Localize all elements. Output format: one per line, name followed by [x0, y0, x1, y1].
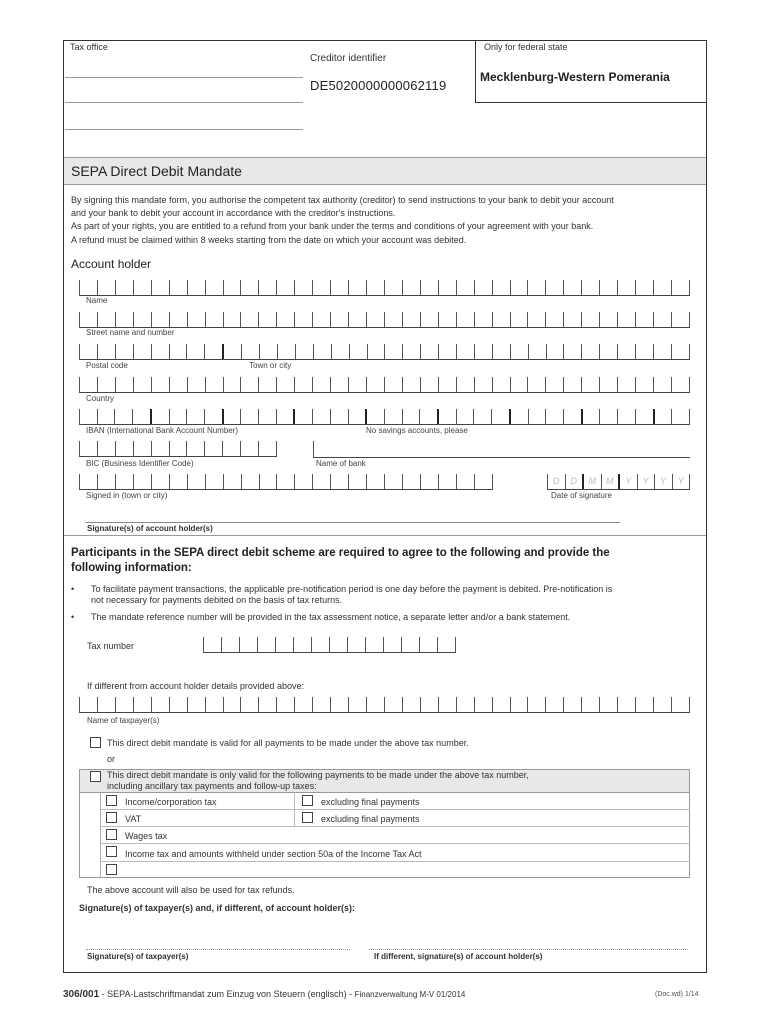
section-divider — [64, 535, 706, 536]
footer-dash-2: - — [346, 989, 355, 999]
footer-form-number: 306/001 — [63, 989, 100, 1000]
country-label: Country — [86, 394, 115, 403]
row-divider-3 — [100, 843, 690, 844]
intro-line-4: A refund must be claimed within 8 weeks starting from the date on which your account was debited. — [71, 234, 467, 245]
tax-office-label: Tax office — [70, 42, 108, 52]
tax-office-line-2 — [65, 102, 303, 103]
or-label: or — [107, 754, 116, 764]
intro-line-2: and your bank to debit your account in accordance with the creditor's instructions. — [71, 208, 396, 219]
date-digit-2: D — [570, 476, 577, 486]
row-divider-2 — [100, 826, 690, 827]
vat-excluding-checkbox[interactable] — [302, 812, 313, 823]
date-digit-4: M — [606, 476, 614, 486]
tax-number-field[interactable] — [203, 637, 456, 653]
option-only-checkbox[interactable] — [90, 771, 101, 782]
date-digit-6: Y — [642, 476, 649, 486]
date-field[interactable] — [547, 474, 690, 490]
bullet-2-text: • The mandate reference number will be provided in the tax assessment notice, a separate letter and/or a bank statement. — [91, 612, 571, 622]
bullet-1-line-2: not necessary for payments debited on the basis of tax returns. — [91, 595, 343, 605]
footer-dash-1: - — [99, 989, 108, 999]
bullet-1-line-1: • To facilitate payment transactions, the applicable pre-notification period is one day before the payment is debited. Pre-notification is — [91, 584, 613, 594]
withheld-tax-label: Income tax and amounts withheld under section 50a of the Income Tax Act — [125, 849, 422, 859]
federal-state-value: Mecklenburg-Western Pomerania — [480, 70, 670, 84]
federal-state-label: Only for federal state — [484, 42, 568, 52]
date-digit-7: Y — [660, 476, 667, 486]
footer-doc-ref: (Doc.wd) 1/14 — [655, 991, 699, 998]
postal-town-field[interactable] — [79, 344, 690, 360]
vat-excluding-label: excluding final payments — [321, 814, 420, 824]
country-field[interactable] — [79, 377, 690, 393]
date-digit-5: Y — [625, 476, 632, 486]
wages-tax-checkbox[interactable] — [106, 829, 117, 840]
footer-authority: Finanzverwaltung M-V 01/2014 — [354, 990, 466, 999]
footer-line — [63, 989, 465, 1000]
date-digit-1: D — [553, 476, 560, 486]
option-all-label: This direct debit mandate is valid for all payments to be made under the above tax number. — [107, 738, 469, 748]
name-field[interactable] — [79, 280, 690, 296]
footer-form-title: SEPA-Lastschriftmandat zum Einzug von Steuern (englisch) — [107, 989, 347, 999]
bic-field[interactable] — [79, 441, 277, 457]
income-tax-checkbox[interactable] — [106, 795, 117, 806]
taxpayer-signature-label: Signature(s) of taxpayer(s) — [87, 952, 189, 961]
holder-signature-line[interactable] — [369, 949, 688, 950]
participants-heading-line-1: Participants in the SEPA direct debit scheme are required to agree to the following and provide the — [71, 547, 610, 559]
date-digit-3: M — [588, 476, 596, 486]
column-divider — [294, 792, 295, 826]
tax-office-line-3 — [65, 129, 303, 130]
row-divider-1 — [100, 809, 690, 810]
wages-tax-label: Wages tax — [125, 831, 168, 841]
street-field[interactable] — [79, 312, 690, 328]
postal-code-label: Postal code — [86, 361, 128, 370]
bank-name-field[interactable] — [313, 441, 690, 458]
option-only-label — [107, 770, 529, 792]
bank-name-label: Name of bank — [316, 459, 366, 468]
other-tax-checkbox[interactable] — [106, 864, 117, 875]
participants-heading-line-2: following information: — [71, 562, 192, 574]
town-label: Town or city — [249, 361, 292, 370]
mandate-title: SEPA Direct Debit Mandate — [71, 163, 242, 179]
bullet-prenotification — [71, 584, 701, 606]
vat-checkbox[interactable] — [106, 812, 117, 823]
intro-line-1: By signing this mandate form, you authorise the competent tax authority (creditor) to send instructions to your bank to debit your account — [71, 195, 614, 205]
tax-office-line-1 — [65, 77, 303, 78]
vat-label: VAT — [125, 814, 142, 824]
participants-bullets — [71, 584, 701, 629]
income-tax-excluding-label: excluding final payments — [321, 797, 420, 807]
bullet-reference-number — [71, 612, 701, 623]
iban-field[interactable] — [79, 409, 690, 425]
withheld-tax-checkbox[interactable] — [106, 846, 117, 857]
income-tax-excluding-checkbox[interactable] — [302, 795, 313, 806]
no-savings-label: No savings accounts, please — [366, 426, 468, 435]
holder-signature-label: If different, signature(s) of account holder(s) — [374, 952, 543, 961]
if-different-label: If different from account holder details provided above: — [87, 681, 304, 691]
street-label: Street name and number — [86, 328, 175, 337]
tax-number-label: Tax number — [87, 641, 135, 651]
option-only-line-2: including ancillary tax payments and follow-up taxes: — [107, 781, 317, 791]
income-tax-label: Income/corporation tax — [125, 797, 217, 807]
name-label: Name — [86, 296, 108, 305]
option-only-line-1: This direct debit mandate is only valid for the following payments to be made under the above tax number, — [107, 770, 529, 780]
taxpayer-signature-line[interactable] — [86, 949, 350, 950]
creditor-identifier-value: DE5020000000062119 — [310, 78, 447, 93]
date-digit-8: Y — [677, 476, 684, 486]
option-all-checkbox[interactable] — [90, 737, 101, 748]
signatures-heading: Signature(s) of taxpayer(s) and, if different, of account holder(s): — [79, 903, 356, 913]
taxpayer-name-label: Name of taxpayer(s) — [87, 716, 160, 725]
refunds-note: The above account will also be used for tax refunds. — [87, 885, 295, 895]
bic-label: BIC (Business Identifier Code) — [86, 459, 194, 468]
date-label: Date of signature — [551, 491, 612, 500]
account-holder-signature-line[interactable] — [86, 522, 620, 523]
taxpayer-name-field[interactable] — [79, 697, 690, 713]
account-holder-signature-label: Signature(s) of account holder(s) — [87, 524, 213, 533]
participants-heading — [71, 546, 610, 576]
account-holder-heading: Account holder — [71, 257, 152, 271]
signed-in-label: Signed in (town or city) — [86, 491, 168, 500]
intro-text — [71, 194, 614, 247]
creditor-identifier-label: Creditor identifier — [310, 53, 387, 64]
iban-label: IBAN (International Bank Account Number) — [86, 426, 239, 435]
signed-in-field[interactable] — [79, 474, 493, 490]
intro-line-3: As part of your rights, you are entitled to a refund from your bank under the terms and conditions of your agreement with your bank. — [71, 221, 594, 232]
row-divider-4 — [100, 861, 690, 862]
